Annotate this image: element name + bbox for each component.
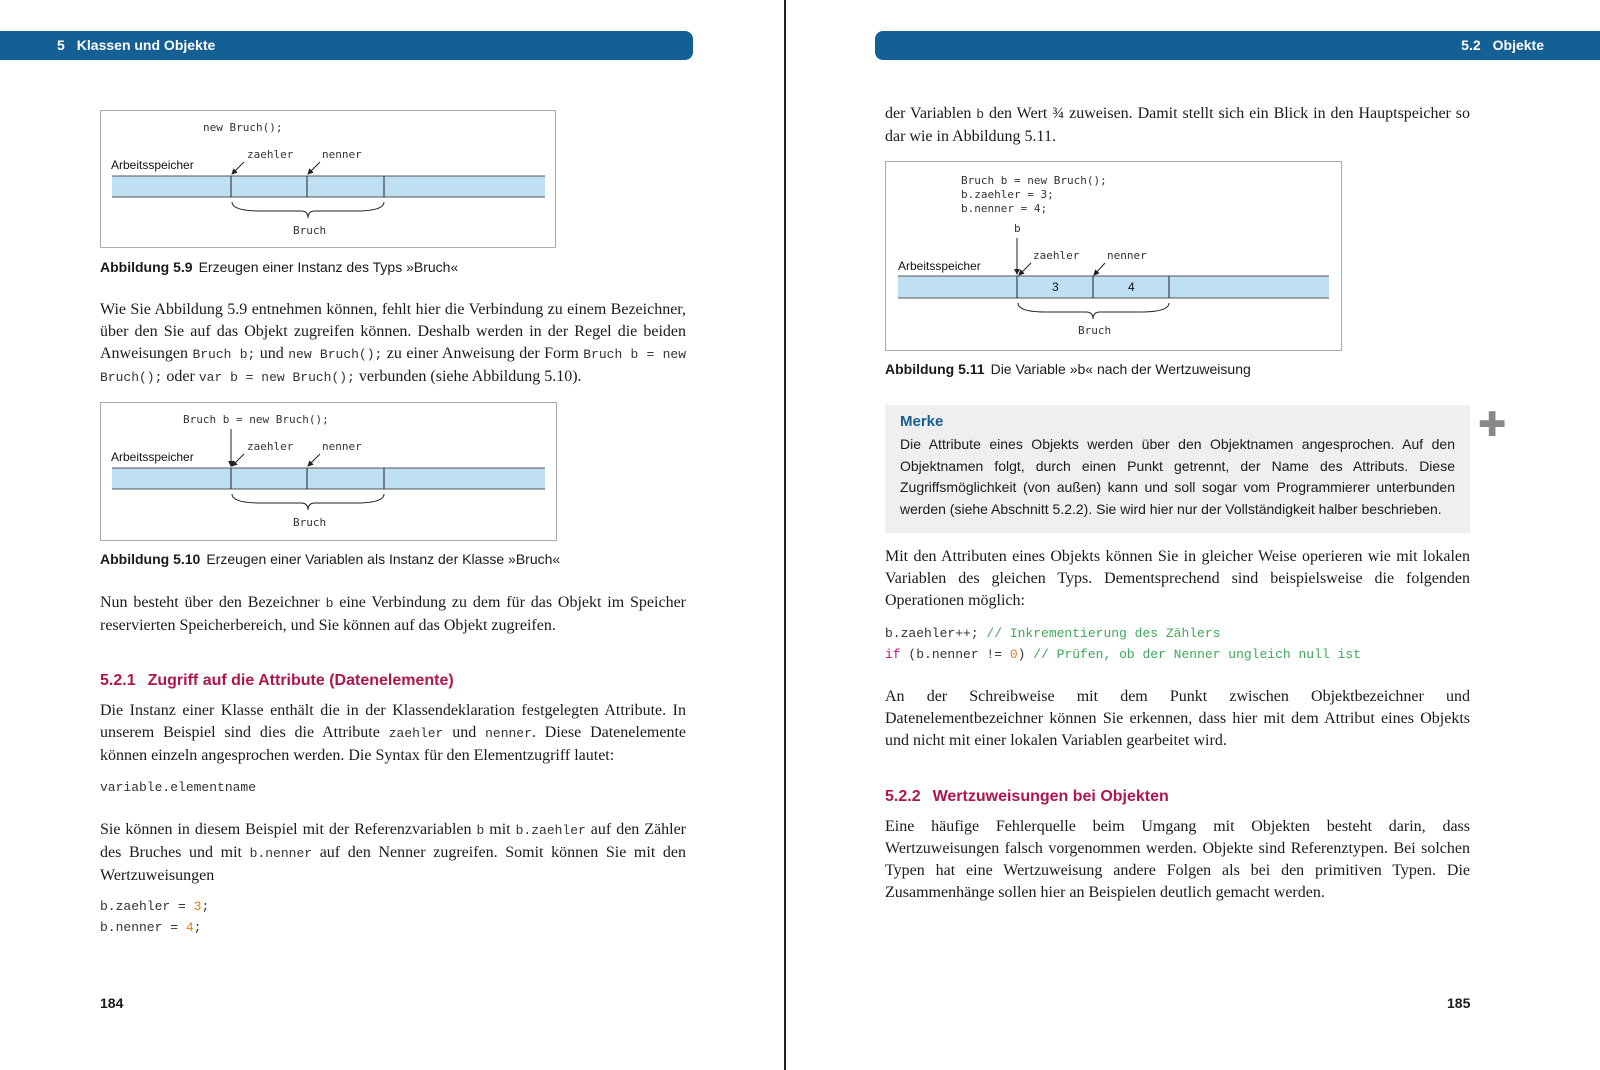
- fig-code: new Bruch();: [203, 121, 283, 134]
- brace-label: Bruch: [1078, 324, 1112, 337]
- text: auf den Nenner zugreifen. Somit können Sie mit den Wertzuweisungen: [100, 844, 687, 884]
- plus-icon: ✚: [1478, 405, 1507, 445]
- section-number: 5.2.2: [885, 788, 921, 805]
- figure-caption: [885, 361, 1251, 377]
- section-heading: [885, 788, 1169, 806]
- caption-text: Erzeugen einer Variablen als Instanz der Klasse »Bruch«: [206, 551, 561, 567]
- figure-5-11: [885, 161, 1342, 351]
- text: . Diese Datenelemente können einzeln angesprochen werden. Die Syntax für den Elementzugriff lautet:: [100, 724, 687, 764]
- variable-label: b: [1014, 222, 1021, 235]
- text: und: [255, 345, 289, 362]
- code-number: 3: [193, 899, 202, 914]
- inline-code: b: [976, 107, 985, 122]
- page-number: 184: [100, 995, 124, 1011]
- field-label-nenner: nenner: [322, 440, 362, 453]
- code-block: [885, 623, 1361, 665]
- fig-code: Bruch b = new Bruch();: [961, 174, 1107, 187]
- inline-code: b.zaehler: [515, 823, 586, 838]
- merke-box: [885, 405, 1470, 533]
- figure-caption: [100, 259, 458, 275]
- code-block: [100, 896, 209, 938]
- book-spine: [784, 0, 786, 1070]
- field-label-nenner: nenner: [322, 148, 362, 161]
- chapter-number: 5: [57, 37, 65, 53]
- caption-text: Die Variable »b« nach der Wertzuweisung: [990, 361, 1251, 377]
- inline-code: nenner: [485, 726, 532, 741]
- paragraph: [100, 299, 686, 389]
- memory-label: Arbeitsspeicher: [111, 158, 194, 172]
- page-number: 185: [1447, 995, 1471, 1011]
- code: b.zaehler =: [100, 899, 194, 914]
- inline-code: b: [476, 823, 485, 838]
- section-number: 5.2: [1461, 37, 1481, 53]
- section-title: Wertzuweisungen bei Objekten: [932, 788, 1169, 805]
- section-title: Zugriff auf die Attribute (Datenelemente): [147, 672, 454, 689]
- text: mit: [484, 821, 516, 838]
- inline-code: new Bruch();: [288, 347, 383, 362]
- code-keyword: if: [885, 647, 901, 662]
- fig-code: Bruch b = new Bruch();: [183, 413, 329, 426]
- code: ;: [201, 899, 210, 914]
- text: oder: [162, 368, 199, 385]
- paragraph: [885, 686, 1470, 752]
- inline-code: b: [325, 596, 334, 611]
- caption-number: Abbildung 5.9: [100, 259, 193, 275]
- memory-label: Arbeitsspeicher: [111, 450, 194, 464]
- fig-code: b.nenner = 4;: [961, 202, 1048, 215]
- text: und: [443, 724, 486, 741]
- inline-code: zaehler: [388, 726, 444, 741]
- text: Nun besteht über den Bezeichner: [100, 594, 326, 611]
- paragraph: [885, 816, 1470, 904]
- memory-bar: [898, 276, 1329, 298]
- section-title: Objekte: [1492, 37, 1544, 53]
- paragraph: [885, 103, 1470, 148]
- paragraph: [885, 546, 1470, 612]
- value-zaehler: 3: [1052, 280, 1059, 294]
- text: Sie können in diesem Beispiel mit der Referenzvariablen: [100, 821, 477, 838]
- merke-title: Merke: [900, 413, 944, 430]
- inline-code: Bruch b = new Bruch();: [100, 347, 687, 385]
- text: Eine häufige Fehlerquelle beim Umgang mit Objekten besteht darin, dass Wertzuweisungen falsch vorgenommen werden. Objekte sind Referenztypen. Bei solchen Typen hat eine Wertzuweisung andere Folgen als bei den primitiven Typen. Die Zusammenhänge sollen hier an Beispielen deutlich gemacht werden.: [885, 818, 1470, 901]
- text: zu einer Anweisung der Form: [382, 345, 584, 362]
- figure-5-9: [100, 110, 556, 248]
- section-heading: [100, 672, 454, 690]
- paragraph: [100, 592, 686, 637]
- text: der Variablen: [885, 105, 977, 122]
- brace: [1018, 303, 1169, 319]
- figure-caption: [100, 551, 560, 567]
- memory-bar: [112, 468, 545, 489]
- section-header: [875, 31, 1600, 60]
- memory-bar: [112, 176, 545, 197]
- chapter-header: [0, 31, 693, 60]
- field-label-zaehler: zaehler: [247, 440, 294, 453]
- field-label-nenner: nenner: [1107, 249, 1147, 262]
- figure-5-10: [100, 402, 557, 541]
- code-number: 0: [1009, 647, 1018, 662]
- inline-code: Bruch b;: [192, 347, 256, 362]
- code-comment: // Prüfen, ob der Nenner ungleich null ist: [1033, 647, 1361, 662]
- text: Wie Sie Abbildung 5.9 entnehmen können, fehlt hier die Verbindung zu einem Bezeichner, über den Sie auf das Objekt zugreifen können. Deshalb werden in der Regel die beiden Anweisungen: [100, 301, 686, 362]
- merke-text: Die Attribute eines Objekts werden über den Objektnamen angesprochen. Auf den Objektnamen folgt, durch einen Punkt getrennt, der Name des Attributs. Diese Zugriffsmöglichkeit (von außen) kann und soll sogar vom Programmierer unterbunden werden (siehe Abschnitt 5.2.2). Sie wird hier nur der Vollständigkeit halber beschrieben.: [900, 436, 1455, 517]
- text: eine Verbindung zu dem für das Objekt im Speicher reservierten Speicherbereich, und Sie können auf das Objekt zugreifen.: [100, 594, 687, 634]
- paragraph: [100, 700, 686, 767]
- code: ): [1017, 647, 1034, 662]
- fig-code: b.zaehler = 3;: [961, 188, 1054, 201]
- brace: [232, 202, 384, 218]
- brace-label: Bruch: [293, 516, 327, 529]
- section-number: 5.2.1: [100, 672, 136, 689]
- text: verbunden (siehe Abbildung 5.10).: [354, 368, 582, 385]
- code: (b.nenner !=: [900, 647, 1010, 662]
- caption-text: Erzeugen einer Instanz des Typs »Bruch«: [198, 259, 459, 275]
- inline-code: var b = new Bruch();: [198, 370, 355, 385]
- chapter-title: Klassen und Objekte: [76, 37, 216, 53]
- text: auf den Zähler des Bruches und mit: [100, 821, 687, 861]
- brace-label: Bruch: [293, 224, 327, 237]
- code-comment: // Inkrementierung des Zählers: [986, 626, 1221, 641]
- memory-label: Arbeitsspeicher: [898, 259, 981, 273]
- inline-code: b.nenner: [249, 846, 313, 861]
- field-label-zaehler: zaehler: [1033, 249, 1080, 262]
- field-label-zaehler: zaehler: [247, 148, 294, 161]
- code: ;: [193, 920, 202, 935]
- syntax-code: variable.elementname: [100, 780, 257, 795]
- brace: [232, 494, 384, 510]
- code-number: 4: [185, 920, 194, 935]
- code: b.zaehler++;: [885, 626, 987, 641]
- caption-number: Abbildung 5.10: [100, 551, 201, 567]
- code: b.nenner =: [100, 920, 186, 935]
- text: An der Schreibweise mit dem Punkt zwischen Objektbezeichner und Datenelementbezeichner können Sie erkennen, dass hier mit dem Attribut eines Objekts und nicht mit einer lokalen Variablen gearbeitet wird.: [885, 688, 1470, 749]
- text: den Wert ¾ zuweisen. Damit stellt sich ein Blick in den Hauptspeicher so dar wie in Abbildung 5.11.: [885, 105, 1470, 145]
- paragraph: [100, 819, 686, 887]
- caption-number: Abbildung 5.11: [885, 361, 985, 377]
- text: Mit den Attributen eines Objekts können Sie in gleicher Weise operieren wie mit lokalen Variablen des gleichen Typs. Dementsprechend sind beispielsweise die folgenden Operationen möglich:: [885, 548, 1470, 609]
- text: Die Instanz einer Klasse enthält die in der Klassendeklaration festgelegten Attribute. In unserem Beispiel sind dies die Attribute: [100, 702, 686, 741]
- value-nenner: 4: [1128, 280, 1135, 294]
